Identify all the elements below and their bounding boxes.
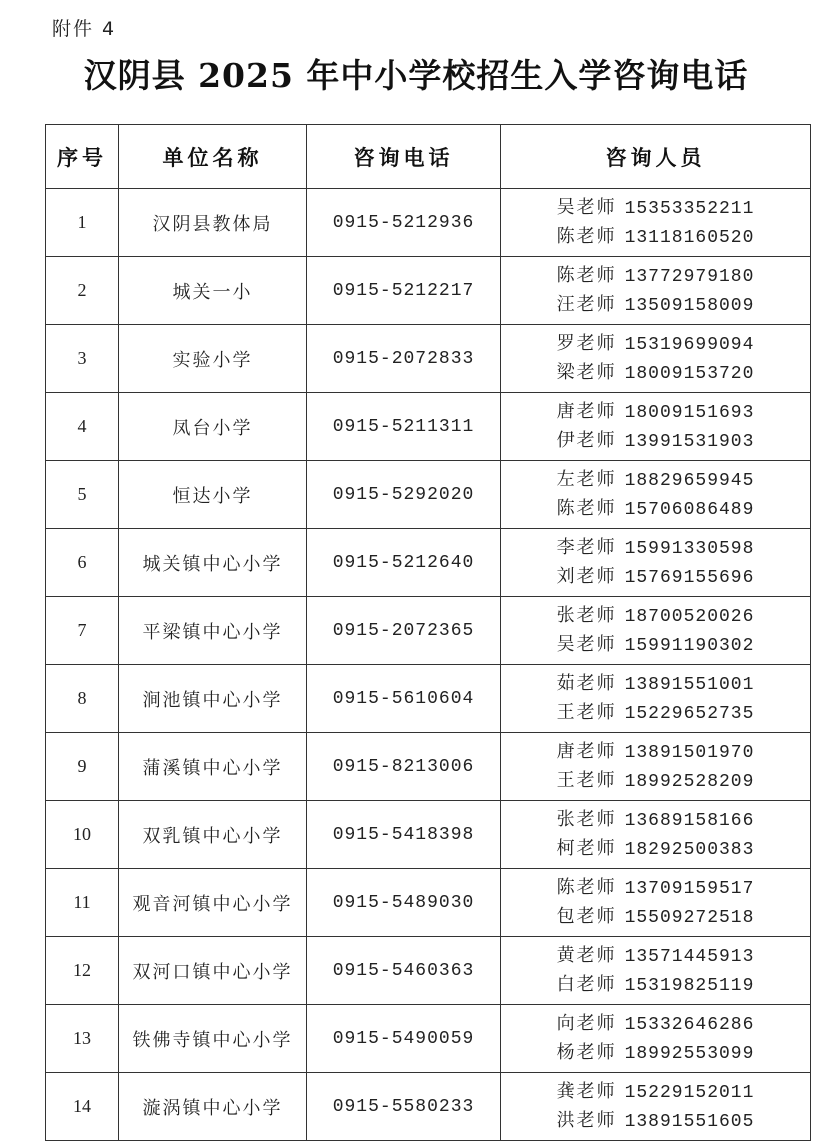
table-row (46, 1073, 811, 1141)
row-number: 4 (46, 393, 119, 461)
unit-name: 实验小学 (119, 325, 307, 393)
contact-mobile: 15229152011 (624, 1082, 755, 1103)
unit-name: 平梁镇中心小学 (119, 597, 307, 665)
page-title: 汉阴县 2025 年中小学校招生入学咨询电话 (83, 56, 749, 95)
unit-phone: 0915-2072365 (307, 597, 501, 665)
unit-name: 城关一小 (119, 257, 307, 325)
contact-name: 洪老师 (556, 1109, 617, 1131)
unit-name: 双乳镇中心小学 (119, 801, 307, 869)
contact-name: 吴老师 (556, 633, 617, 655)
contact-persons (501, 325, 811, 393)
contact-person (501, 903, 810, 932)
row-number: 12 (46, 937, 119, 1005)
row-number: 5 (46, 461, 119, 529)
contact-mobile: 15229652735 (624, 703, 755, 724)
contact-person (501, 738, 810, 767)
table-row (46, 529, 811, 597)
contact-person (501, 330, 810, 359)
contact-person (501, 631, 810, 660)
contact-name: 包老师 (556, 905, 617, 927)
unit-name: 汉阴县教体局 (119, 189, 307, 257)
unit-name: 城关镇中心小学 (119, 529, 307, 597)
contact-person (501, 670, 810, 699)
contact-name: 王老师 (556, 701, 617, 723)
row-number: 9 (46, 733, 119, 801)
row-number: 7 (46, 597, 119, 665)
table-row (46, 1005, 811, 1073)
unit-phone: 0915-5489030 (307, 869, 501, 937)
contact-name: 杨老师 (556, 1041, 617, 1063)
contact-name: 刘老师 (556, 565, 617, 587)
row-number: 6 (46, 529, 119, 597)
contact-persons (501, 937, 811, 1005)
table-row (46, 189, 811, 257)
contact-mobile: 15319825119 (624, 975, 755, 996)
contact-name: 左老师 (556, 468, 617, 490)
contact-persons (501, 461, 811, 529)
unit-phone: 0915-5212640 (307, 529, 501, 597)
contact-mobile: 13689158166 (624, 810, 755, 831)
contact-name: 李老师 (556, 536, 617, 558)
contact-person (501, 563, 810, 592)
unit-name: 恒达小学 (119, 461, 307, 529)
unit-name: 蒲溪镇中心小学 (119, 733, 307, 801)
contact-persons (501, 665, 811, 733)
row-number: 14 (46, 1073, 119, 1141)
contact-person (501, 699, 810, 728)
contact-mobile: 15353352211 (624, 198, 755, 219)
unit-phone: 0915-5580233 (307, 1073, 501, 1141)
header-phone: 咨询电话 (307, 125, 501, 189)
contact-person (501, 1039, 810, 1068)
contact-person (501, 398, 810, 427)
contact-mobile: 13891501970 (624, 742, 755, 763)
attachment-label: 附件 4 (52, 18, 117, 40)
unit-name: 观音河镇中心小学 (119, 869, 307, 937)
contact-name: 茹老师 (556, 672, 617, 694)
contact-person (501, 835, 810, 864)
row-number: 13 (46, 1005, 119, 1073)
contact-person (501, 262, 810, 291)
contact-name: 伊老师 (556, 429, 617, 451)
contact-person (501, 767, 810, 796)
contact-mobile: 13709159517 (624, 878, 755, 899)
contact-name: 唐老师 (556, 740, 617, 762)
contact-person (501, 359, 810, 388)
row-number: 1 (46, 189, 119, 257)
contact-mobile: 18009151693 (624, 402, 755, 423)
table-header (46, 125, 811, 189)
table-row (46, 869, 811, 937)
contact-mobile: 13118160520 (624, 227, 755, 248)
contact-person (501, 427, 810, 456)
contact-name: 陈老师 (556, 225, 617, 247)
contact-name: 汪老师 (556, 293, 617, 315)
contact-name: 吴老师 (556, 196, 617, 218)
contact-table (45, 124, 811, 1141)
unit-phone: 0915-5418398 (307, 801, 501, 869)
contact-mobile: 18829659945 (624, 470, 755, 491)
contact-persons (501, 597, 811, 665)
contact-person (501, 291, 810, 320)
unit-name: 铁佛寺镇中心小学 (119, 1005, 307, 1073)
row-number: 11 (46, 869, 119, 937)
contact-mobile: 13891551605 (624, 1111, 755, 1132)
contact-person (501, 971, 810, 1000)
unit-phone: 0915-5490059 (307, 1005, 501, 1073)
table-row (46, 597, 811, 665)
contact-mobile: 18700520026 (624, 606, 755, 627)
contact-mobile: 15769155696 (624, 567, 755, 588)
table-row (46, 393, 811, 461)
contact-mobile: 15319699094 (624, 334, 755, 355)
contact-person (501, 495, 810, 524)
table-row (46, 665, 811, 733)
contact-person (501, 806, 810, 835)
contact-name: 梁老师 (556, 361, 617, 383)
header-row (46, 125, 811, 189)
contact-persons (501, 1005, 811, 1073)
row-number: 3 (46, 325, 119, 393)
unit-phone: 0915-5610604 (307, 665, 501, 733)
contact-mobile: 18992528209 (624, 771, 755, 792)
contact-person (501, 1107, 810, 1136)
unit-phone: 0915-5212936 (307, 189, 501, 257)
unit-name: 凤台小学 (119, 393, 307, 461)
table-row (46, 325, 811, 393)
unit-phone: 0915-2072833 (307, 325, 501, 393)
contact-mobile: 13571445913 (624, 946, 755, 967)
contact-mobile: 13772979180 (624, 266, 755, 287)
row-number: 2 (46, 257, 119, 325)
contact-persons (501, 189, 811, 257)
contact-person (501, 602, 810, 631)
contact-persons (501, 801, 811, 869)
contact-persons (501, 1073, 811, 1141)
unit-phone: 0915-5292020 (307, 461, 501, 529)
contact-name: 白老师 (556, 973, 617, 995)
contact-name: 龚老师 (556, 1080, 617, 1102)
contact-persons (501, 257, 811, 325)
header-contacts: 咨询人员 (501, 125, 811, 189)
contact-name: 黄老师 (556, 944, 617, 966)
header-unit: 单位名称 (119, 125, 307, 189)
contact-person (501, 1078, 810, 1107)
contact-persons (501, 869, 811, 937)
contact-name: 向老师 (556, 1012, 617, 1034)
contact-person (501, 874, 810, 903)
contact-name: 柯老师 (556, 837, 617, 859)
contact-mobile: 18292500383 (624, 839, 755, 860)
contact-person (501, 534, 810, 563)
unit-name: 涧池镇中心小学 (119, 665, 307, 733)
unit-phone: 0915-5211311 (307, 393, 501, 461)
header-no: 序号 (46, 125, 119, 189)
table-row (46, 257, 811, 325)
table-row (46, 733, 811, 801)
contact-mobile: 18009153720 (624, 363, 755, 384)
contact-name: 唐老师 (556, 400, 617, 422)
table-row (46, 801, 811, 869)
contact-name: 张老师 (556, 604, 617, 626)
contact-person (501, 223, 810, 252)
contact-person (501, 466, 810, 495)
contact-mobile: 15332646286 (624, 1014, 755, 1035)
contact-mobile: 13509158009 (624, 295, 755, 316)
unit-phone: 0915-8213006 (307, 733, 501, 801)
contact-mobile: 15509272518 (624, 907, 755, 928)
contact-mobile: 13991531903 (624, 431, 755, 452)
contact-persons (501, 733, 811, 801)
contact-mobile: 15991330598 (624, 538, 755, 559)
contact-name: 张老师 (556, 808, 617, 830)
table-row (46, 937, 811, 1005)
contact-mobile: 18992553099 (624, 1043, 755, 1064)
row-number: 10 (46, 801, 119, 869)
contact-mobile: 15991190302 (624, 635, 755, 656)
contact-name: 罗老师 (556, 332, 617, 354)
contact-person (501, 1010, 810, 1039)
table-body (46, 189, 811, 1141)
contact-persons (501, 529, 811, 597)
contact-name: 陈老师 (556, 497, 617, 519)
unit-phone: 0915-5212217 (307, 257, 501, 325)
contact-persons (501, 393, 811, 461)
contact-name: 王老师 (556, 769, 617, 791)
contact-name: 陈老师 (556, 264, 617, 286)
table-row (46, 461, 811, 529)
contact-person (501, 942, 810, 971)
unit-name: 漩涡镇中心小学 (119, 1073, 307, 1141)
contact-mobile: 15706086489 (624, 499, 755, 520)
contact-mobile: 13891551001 (624, 674, 755, 695)
unit-phone: 0915-5460363 (307, 937, 501, 1005)
contact-person (501, 194, 810, 223)
row-number: 8 (46, 665, 119, 733)
unit-name: 双河口镇中心小学 (119, 937, 307, 1005)
contact-name: 陈老师 (556, 876, 617, 898)
